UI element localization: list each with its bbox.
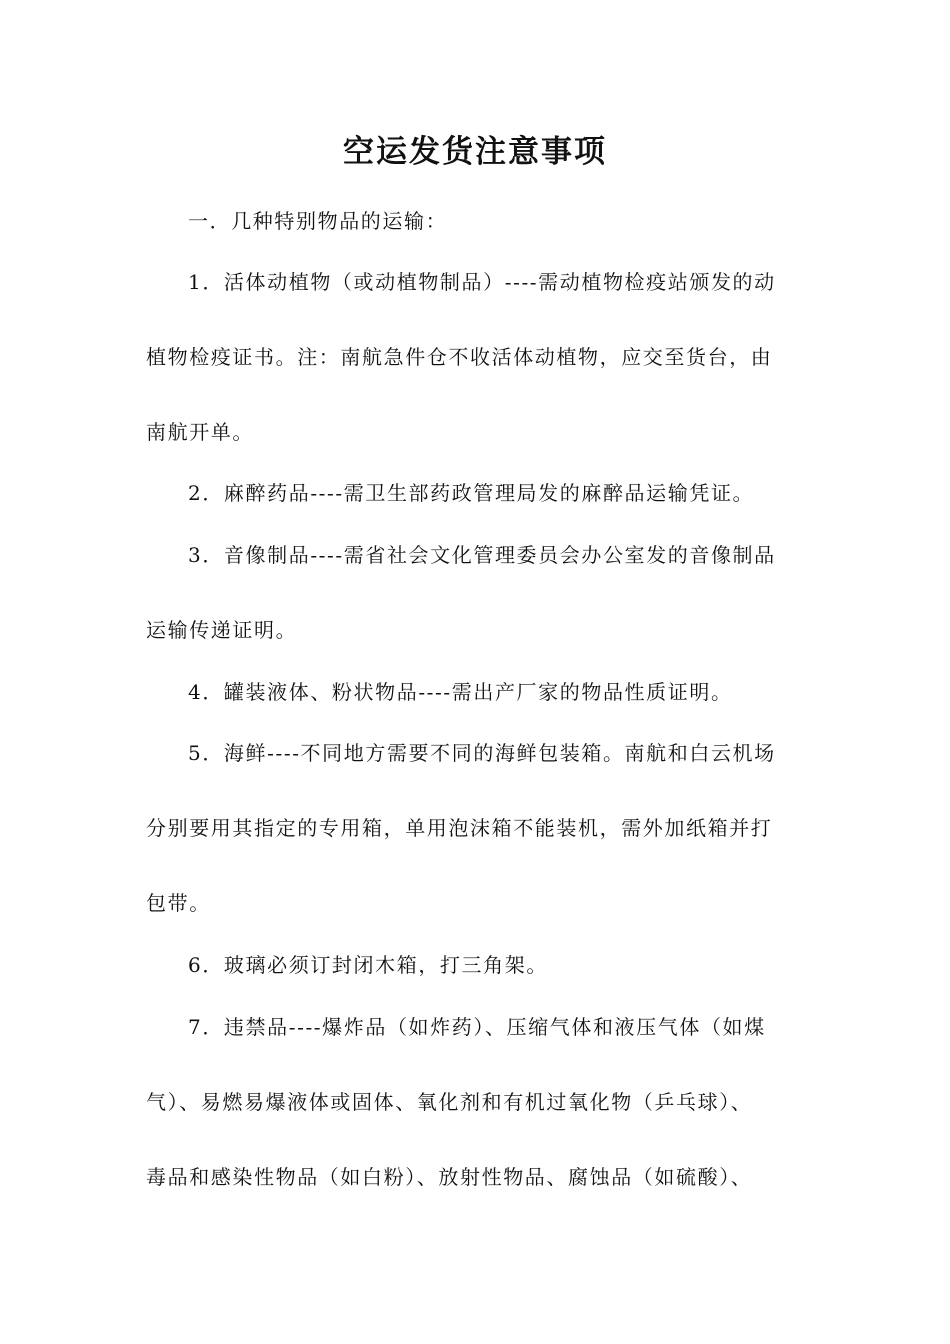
paragraph-line: 包带。 [146, 891, 211, 915]
paragraph-line: 5．海鲜----不同地方需要不同的海鲜包装箱。南航和白云机场 [188, 741, 776, 765]
paragraph-line: 3．音像制品----需省社会文化管理委员会办公室发的音像制品 [188, 543, 776, 567]
paragraph-line: 分别要用其指定的专用箱，单用泡沫箱不能装机，需外加纸箱并打 [146, 816, 773, 840]
paragraph-line: 7．违禁品----爆炸品（如炸药）、压缩气体和液压气体（如煤 [188, 1015, 766, 1039]
paragraph-line: 毒品和感染性物品（如白粉）、放射性物品、腐蚀品（如硫酸）、 [146, 1165, 753, 1189]
paragraph-line: 南航开单。 [146, 420, 254, 444]
paragraph-line: 运输传递证明。 [146, 618, 298, 642]
paragraph-line: 1．活体动植物（或动植物制品）----需动植物检疫站颁发的动 [188, 270, 776, 294]
paragraph-line: 4．罐装液体、粉状物品----需出产厂家的物品性质证明。 [188, 680, 733, 704]
paragraph-line: 植物检疫证书。注：南航急件仓不收活体动植物，应交至货台，由 [146, 345, 773, 369]
paragraph-line: 6．玻璃必须订封闭木箱，打三角架。 [188, 953, 548, 977]
document-title: 空运发货注意事项 [343, 134, 607, 170]
paragraph-line: 气）、易燃易爆液体或固体、氧化剂和有机过氧化物（乒乓球）、 [146, 1090, 753, 1114]
paragraph-line: 2．麻醉药品----需卫生部药政管理局发的麻醉品运输凭证。 [188, 481, 755, 505]
section-heading: 一．几种特别物品的运输： [188, 209, 448, 233]
